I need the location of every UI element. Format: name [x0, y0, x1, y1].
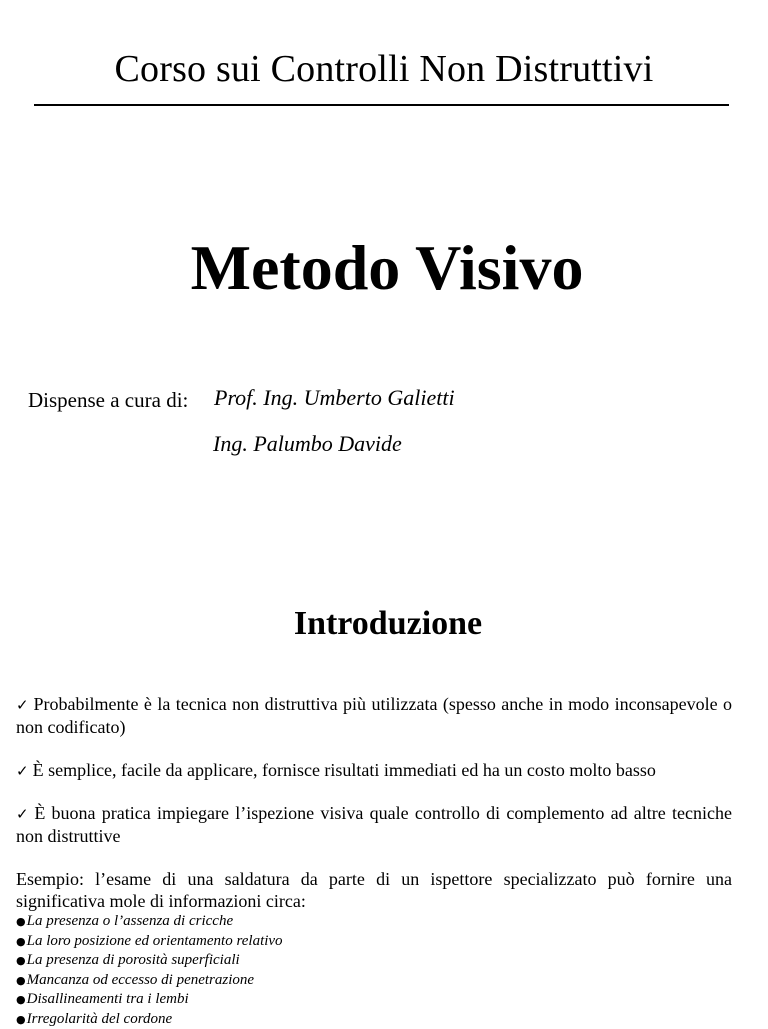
check-mark-icon: ✓ [16, 696, 30, 714]
example-paragraph: Esempio: l’esame di una saldatura da parte di un ispettore specializzato può fornire una significativa mole di informazioni circa: [16, 868, 732, 912]
list-item-text: La presenza di porosità superficiali [27, 952, 240, 968]
check-mark-icon: ✓ [16, 805, 30, 823]
credits-label: Dispense a cura di: [28, 386, 188, 414]
intro-point-text: È buona pratica impiegare l’ispezione visiva quale controllo di complemento ad altre tecniche non distruttive [16, 803, 732, 846]
bullet-dot-icon: ● [16, 915, 26, 928]
bullet-dot-icon: ● [16, 935, 26, 948]
section-heading: Introduzione [0, 602, 768, 646]
intro-point [16, 759, 732, 782]
bullet-dot-icon: ● [16, 954, 26, 967]
intro-point [16, 693, 732, 738]
list-item [16, 990, 616, 1010]
author-name: Prof. Ing. Umberto Galietti [214, 384, 455, 412]
list-item-text: Disallineamenti tra i lembi [27, 991, 189, 1007]
list-item-text: Irregolarità del cordone [27, 1011, 173, 1027]
intro-point [16, 802, 732, 847]
list-item [16, 932, 616, 952]
list-item-text: Mancanza od eccesso di penetrazione [27, 972, 254, 988]
intro-point-text: Probabilmente è la tecnica non distruttiva più utilizzata (spesso anche in modo inconsapevole o non codificato) [16, 694, 732, 737]
header-rule [34, 104, 729, 106]
bullet-dot-icon: ● [16, 974, 26, 987]
list-item [16, 971, 616, 991]
check-mark-icon: ✓ [16, 762, 29, 780]
detail-list [16, 912, 616, 1029]
bullet-dot-icon: ● [16, 1013, 26, 1026]
list-item [16, 951, 616, 971]
document-title: Metodo Visivo [0, 228, 768, 308]
list-item [16, 912, 616, 932]
intro-point-text: È semplice, facile da applicare, fornisce risultati immediati ed ha un costo molto basso [33, 760, 656, 780]
list-item-text: La presenza o l’assenza di cricche [27, 913, 234, 929]
course-title: Corso sui Controlli Non Distruttivi [0, 44, 768, 94]
list-item [16, 1010, 616, 1029]
list-item-text: La loro posizione ed orientamento relativo [27, 933, 283, 949]
author-name: Ing. Palumbo Davide [213, 430, 402, 458]
bullet-dot-icon: ● [16, 993, 26, 1006]
